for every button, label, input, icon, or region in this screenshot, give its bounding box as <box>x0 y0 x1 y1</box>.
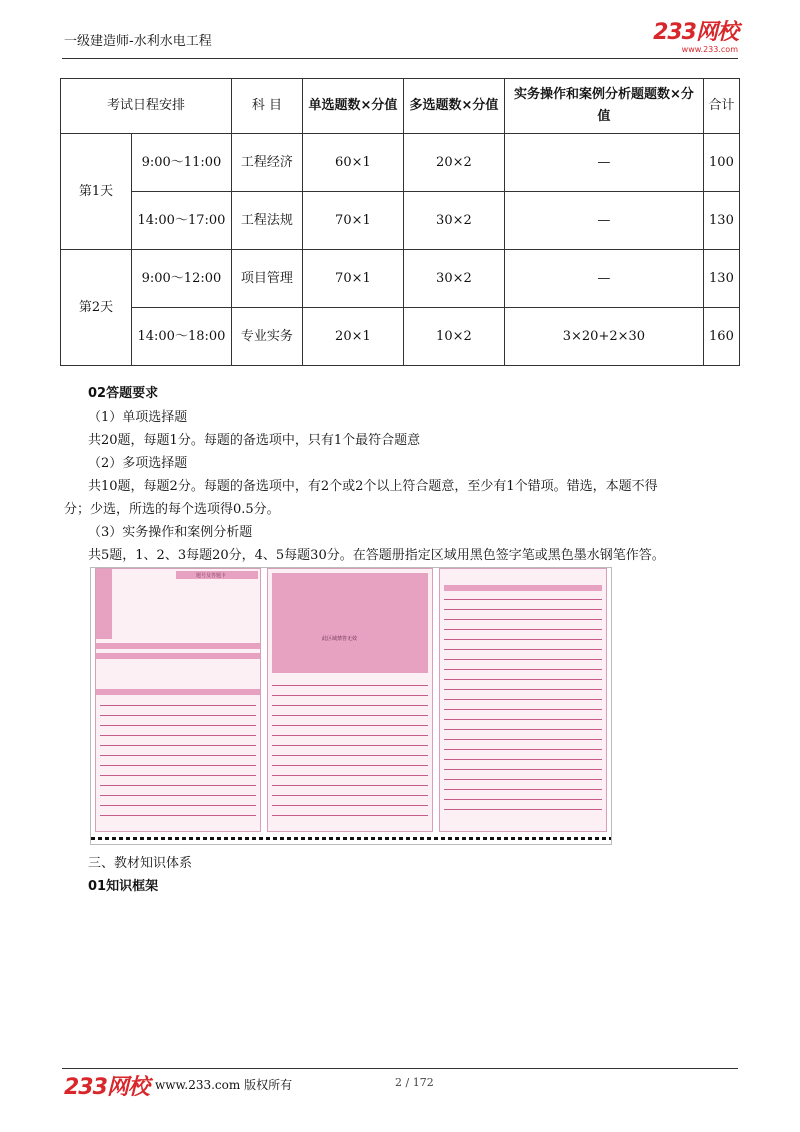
item-1-label: （1）单项选择题 <box>88 410 188 425</box>
total-cell: 130 <box>703 250 739 308</box>
sheet-title: 题号及答题卡 <box>196 573 227 579</box>
case-cell: — <box>504 192 703 250</box>
table-row <box>61 134 740 192</box>
time-cell: 14:00～17:00 <box>132 192 232 250</box>
item-2-text-1: 共10题，每题2分。每题的备选项中，有2个或2个以上符合题意，至少有1个错项。错选，本题不得 <box>88 479 658 494</box>
page-number: 2 / 172 <box>395 1076 434 1089</box>
item-2-label: （2）多项选择题 <box>88 456 188 471</box>
multi-cell: 10×2 <box>403 308 504 366</box>
table-header-row <box>61 79 740 134</box>
item-3-text: 共5题，1、2、3每题20分，4、5每题30分。在答题册指定区域用黑色签字笔或黑色墨水钢笔作答。 <box>88 548 665 563</box>
brand-logo <box>653 22 738 54</box>
multi-cell: 30×2 <box>403 192 504 250</box>
section-3-title: 三、教材知识体系 <box>88 856 193 871</box>
total-cell: 100 <box>703 134 739 192</box>
answer-sheet-image <box>90 567 612 845</box>
time-cell: 9:00～11:00 <box>132 134 232 192</box>
subject-cell: 工程经济 <box>231 134 302 192</box>
day-cell: 第2天 <box>61 250 132 366</box>
multi-cell: 30×2 <box>403 250 504 308</box>
footer-rule <box>62 1068 738 1069</box>
day-cell: 第1天 <box>61 134 132 250</box>
item-3-label: （3）实务操作和案例分析题 <box>88 525 253 540</box>
case-cell: — <box>504 250 703 308</box>
header-rule <box>62 58 738 59</box>
logo-url: www.233.com <box>681 45 738 54</box>
time-cell: 9:00～12:00 <box>132 250 232 308</box>
section-3-subtitle: 01知识框架 <box>88 879 159 894</box>
col-schedule: 考试日程安排 <box>61 79 232 134</box>
col-subject: 科 目 <box>231 79 302 134</box>
footer-copyright: www.233.com 版权所有 <box>155 1078 293 1092</box>
subject-cell: 项目管理 <box>231 250 302 308</box>
single-cell: 70×1 <box>302 250 403 308</box>
logo-text: 233网校 <box>653 20 738 45</box>
forbidden-area-label: 此区域禁答无效 <box>322 636 358 642</box>
col-multi: 多选题数×分值 <box>403 79 504 134</box>
answer-sheet-middle <box>267 568 433 832</box>
sheet-cut-line <box>91 837 611 840</box>
footer-logo: 233网校 <box>64 1075 149 1100</box>
item-1-text: 共20题，每题1分。每题的备选项中，只有1个最符合题意 <box>88 433 421 448</box>
answer-sheet-left <box>95 568 261 832</box>
table-row <box>61 250 740 308</box>
time-cell: 14:00～18:00 <box>132 308 232 366</box>
subject-cell: 工程法规 <box>231 192 302 250</box>
page-header-title: 一级建造师-水利水电工程 <box>64 34 212 49</box>
answer-sheet-right <box>439 568 607 832</box>
single-cell: 20×1 <box>302 308 403 366</box>
multi-cell: 20×2 <box>403 134 504 192</box>
section-02-title: 02答题要求 <box>88 386 159 401</box>
subject-cell: 专业实务 <box>231 308 302 366</box>
case-cell: 3×20+2×30 <box>504 308 703 366</box>
table-row <box>61 192 740 250</box>
item-2-text-2: 分；少选，所选的每个选项得0.5分。 <box>64 502 280 517</box>
table-row <box>61 308 740 366</box>
case-cell: — <box>504 134 703 192</box>
total-cell: 130 <box>703 192 739 250</box>
single-cell: 60×1 <box>302 134 403 192</box>
total-cell: 160 <box>703 308 739 366</box>
col-case: 实务操作和案例分析题题数×分值 <box>504 79 703 134</box>
single-cell: 70×1 <box>302 192 403 250</box>
col-total: 合计 <box>703 79 739 134</box>
exam-schedule-table <box>60 78 740 366</box>
col-single: 单选题数×分值 <box>302 79 403 134</box>
